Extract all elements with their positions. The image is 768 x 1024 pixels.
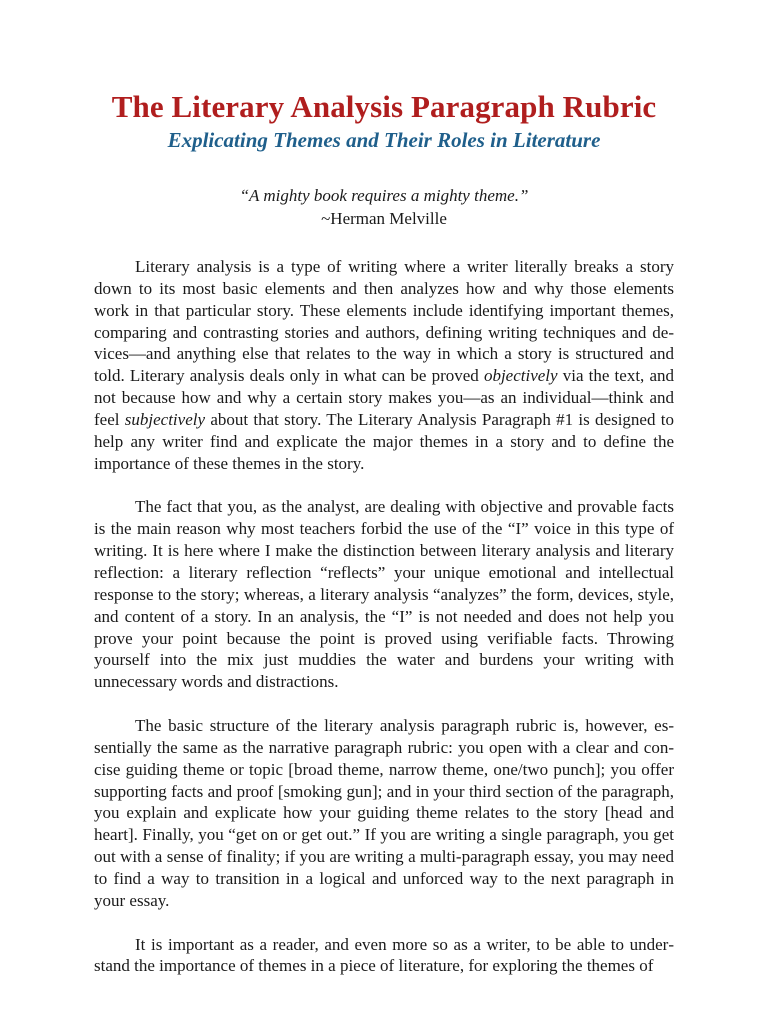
paragraph-4: It is important as a reader, and even more so as a writer, to be able to understand the importance of themes in a piece of literature, for exploring the themes of: [94, 934, 674, 976]
paragraph-1: [94, 256, 674, 474]
paragraph-2: The fact that you, as the analyst, are dealing with objective and provable facts is the main reason why most teachers forbid the use of the “I” voice in this type of writing. It is here where I make the distinction between literary analysis and literary reflection: a literary reflection “reflects” your unique emotional and intellectual response to the story; whereas, a literary analysis “analyzes” the form, devices, style, and content of a story. In an analysis, the “I” is not needed and does not help you prove your point because the point is proved using verifiable facts. Throwing yourself into the mix just muddies the water and burdens your writing with unnecessary words and distractions.: [94, 497, 674, 692]
document-subtitle: Explicating Themes and Their Roles in Literature: [167, 128, 601, 152]
paragraph-1-part-2: via the text, and not because how and why a certain story makes you—as an individual—think and feel: [94, 366, 674, 429]
document-title: The Literary Analysis Paragraph Rubric: [111, 89, 657, 124]
paragraph-3: The basic structure of the literary analysis paragraph rubric is, however, essentially the same as the narrative paragraph rubric: you open with a clear and concise guiding theme or topic [broad theme, narrow theme, one/two punch]; you offer supporting facts and proof [smoking gun]; and in your third section of the paragraph, you explain and explicate how your guiding theme relates to the story [head and heart]. Finally, you “get on or get out.” If you are writing a single paragraph, you get out with a sense of finality; if you are writing a multi-paragraph essay, you may need to find a way to transition in a logical and unforced way to the next paragraph in your essay.: [94, 716, 674, 910]
paragraph-1-part-3: about that story. The Literary Analysis Paragraph #1 is designed to help any writer find and explicate the major themes in a story and to define the importance of these themes in the story.: [94, 409, 674, 473]
paragraph-1-emphasis-subjectively: subjectively: [124, 409, 206, 429]
paragraph-1-emphasis-objectively: objectively: [483, 366, 558, 386]
body-text: [94, 256, 674, 977]
epigraph-author: ~Herman Melville: [321, 209, 447, 228]
paragraph-1-part-1: Literary analysis is a type of writing where a writer literally breaks a story down to its most basic elements and then analyzes how and why those elements work in that particular story. These elements include identifying important themes, comparing and contrasting stories and authors, defining writing techniques and devices—and anything else that relates to the way in which a story is structured and told. Literary analysis deals only in what can be proved: [94, 257, 674, 386]
epigraph-quote: “A mighty book requires a mighty theme.”: [239, 186, 529, 205]
epigraph: [94, 184, 674, 230]
